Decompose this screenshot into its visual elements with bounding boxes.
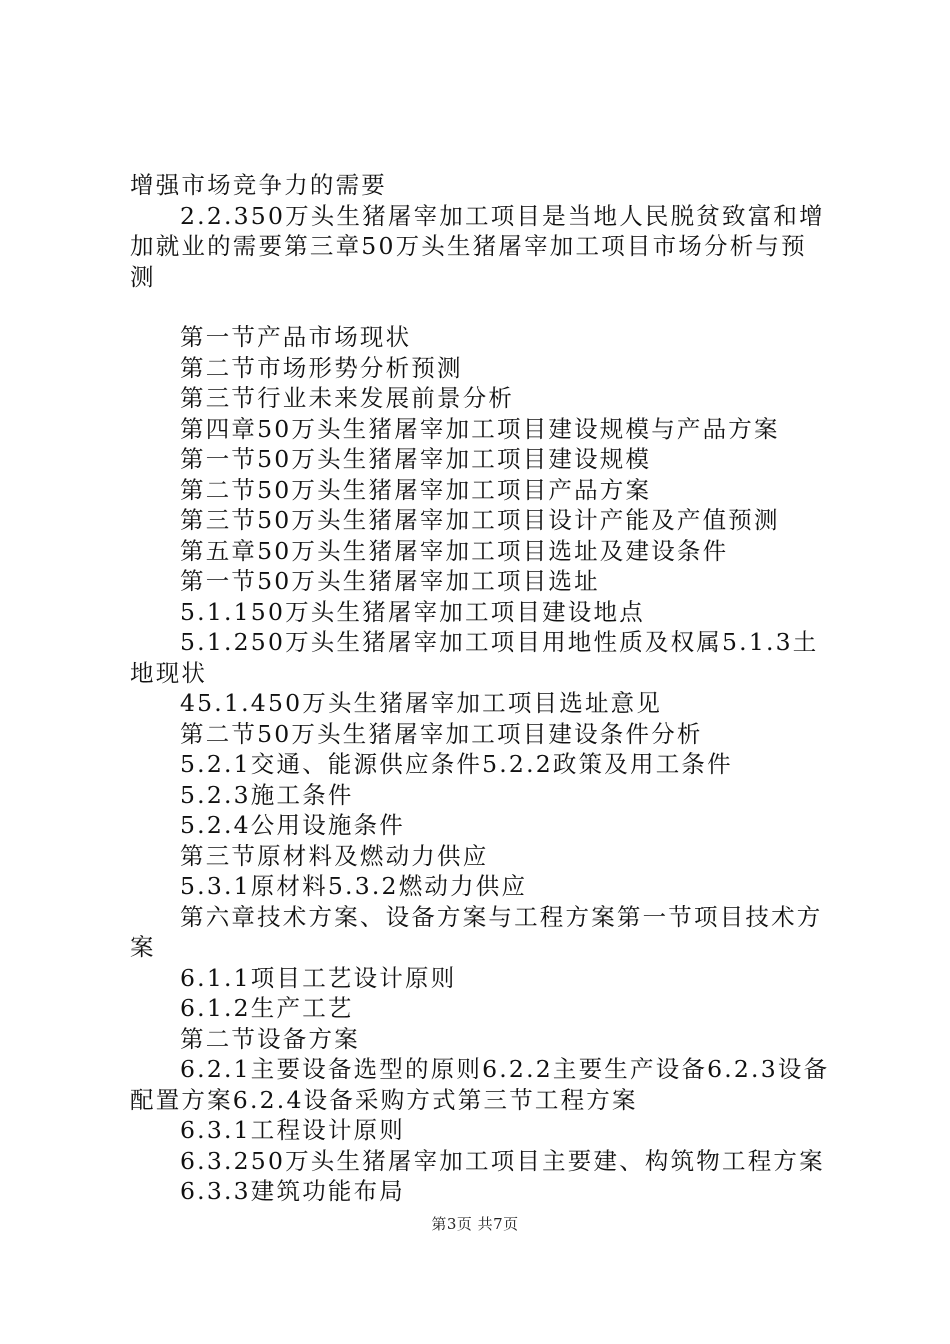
toc-line: 5.1.250万头生猪屠宰加工项目用地性质及权属5.1.3土地现状 [130,628,819,687]
toc-line: 第四章50万头生猪屠宰加工项目建设规模与产品方案 [180,414,780,443]
toc-line: 5.2.4公用设施条件 [180,811,405,839]
toc-line: 第一节50万头生猪屠宰加工项目建设规模 [180,445,652,473]
toc-line: 第一节50万头生猪屠宰加工项目选址 [180,567,600,595]
toc-line: 6.2.1主要设备选型的原则6.2.2主要生产设备6.2.3设备配置方案6.2.4设备采购方式第三节工程方案 [130,1055,830,1114]
toc-line: 第二节50万头生猪屠宰加工项目建设条件分析 [180,719,703,748]
toc-line: 6.3.250万头生猪屠宰加工项目主要建、构筑物工程方案 [180,1146,825,1175]
toc-line: 第二节50万头生猪屠宰加工项目产品方案 [180,475,652,504]
toc-line: 第三节行业未来发展前景分析 [180,384,515,412]
toc-line: 第二节市场形势分析预测 [180,353,463,382]
toc-line: 第二节设备方案 [180,1024,360,1053]
toc-line: 第三节原材料及燃动力供应 [180,841,489,870]
toc-line: 5.1.150万头生猪屠宰加工项目建设地点 [180,597,645,626]
toc-line: 第一节产品市场现状 [180,323,412,351]
toc-line: 第五章50万头生猪屠宰加工项目选址及建设条件 [180,536,729,565]
toc-line: 5.2.1交通、能源供应条件5.2.2政策及用工条件 [180,750,733,778]
toc-line: 6.1.1项目工艺设计原则 [180,963,457,992]
toc-line: 6.3.3建筑功能布局 [180,1177,405,1205]
document-body [130,170,832,1207]
page-footer: 第3页 共7页 [431,1215,519,1233]
toc-line: 6.1.2生产工艺 [180,994,354,1022]
toc-line: 5.3.1原材料5.3.2燃动力供应 [180,872,528,900]
toc-line: 45.1.450万头生猪屠宰加工项目选址意见 [180,689,663,717]
toc-line: 第三节50万头生猪屠宰加工项目设计产能及产值预测 [180,506,780,534]
paragraph: 2.2.350万头生猪屠宰加工项目是当地人民脱贫致富和增加就业的需要第三章50万头生猪屠宰加工项目市场分析与预测 [130,201,825,291]
toc-line: 6.3.1工程设计原则 [180,1116,405,1144]
toc-line: 第六章技术方案、设备方案与工程方案第一节项目技术方案 [130,902,823,961]
toc-line: 5.2.3施工条件 [180,780,354,809]
paragraph: 增强市场竞争力的需要 [130,171,387,199]
